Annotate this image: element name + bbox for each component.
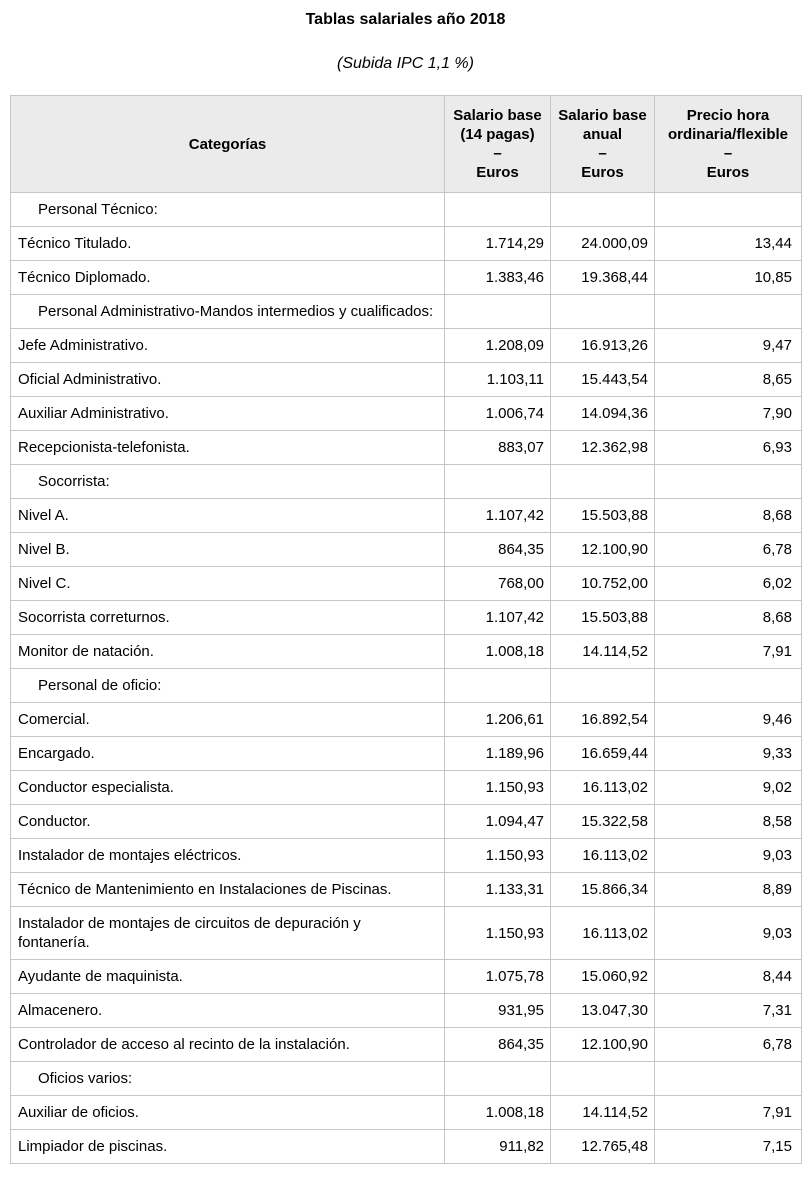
header-line: Euros: [706, 164, 750, 181]
salario-base-cell: 1.075,78: [445, 960, 551, 994]
table-body: [11, 193, 802, 1164]
salario-base-cell: [445, 1062, 551, 1096]
header-line: –: [598, 145, 607, 162]
salario-anual-cell: [551, 295, 655, 329]
section-row: [11, 1062, 802, 1096]
salario-anual-cell: 14.114,52: [551, 635, 655, 669]
table-row: [11, 499, 802, 533]
table-row: [11, 805, 802, 839]
column-header-precio-hora: [655, 96, 802, 193]
section-row: [11, 669, 802, 703]
salario-base-cell: 911,82: [445, 1130, 551, 1164]
precio-hora-cell: [655, 669, 802, 703]
salario-base-cell: 1.133,31: [445, 873, 551, 907]
salario-base-cell: 1.383,46: [445, 261, 551, 295]
salario-base-cell: [445, 193, 551, 227]
category-label: Conductor especialista.: [11, 771, 445, 805]
section-label: Personal Administrativo-Mandos intermedios y cualificados:: [11, 295, 445, 329]
category-label: Monitor de natación.: [11, 635, 445, 669]
salario-base-cell: [445, 669, 551, 703]
header-line: Precio hora: [686, 107, 770, 124]
salario-anual-cell: [551, 193, 655, 227]
precio-hora-cell: 9,03: [655, 907, 802, 960]
category-label: Limpiador de piscinas.: [11, 1130, 445, 1164]
category-label: Nivel C.: [11, 567, 445, 601]
table-row: [11, 601, 802, 635]
table-row: [11, 771, 802, 805]
category-label: Socorrista correturnos.: [11, 601, 445, 635]
salario-base-cell: 1.103,11: [445, 363, 551, 397]
salario-anual-cell: [551, 1062, 655, 1096]
category-label: Nivel A.: [11, 499, 445, 533]
table-row: [11, 635, 802, 669]
header-line: ordinaria/flexible: [667, 126, 789, 143]
table-row: [11, 960, 802, 994]
salario-anual-cell: 19.368,44: [551, 261, 655, 295]
salario-base-cell: 1.150,93: [445, 839, 551, 873]
table-row: [11, 363, 802, 397]
header-row: [11, 96, 802, 193]
salario-base-cell: 1.008,18: [445, 1096, 551, 1130]
precio-hora-cell: 6,78: [655, 1028, 802, 1062]
precio-hora-cell: 8,68: [655, 601, 802, 635]
salario-anual-cell: 12.100,90: [551, 1028, 655, 1062]
table-row: [11, 227, 802, 261]
salario-anual-cell: 14.094,36: [551, 397, 655, 431]
precio-hora-cell: 6,78: [655, 533, 802, 567]
salario-base-cell: 1.107,42: [445, 601, 551, 635]
salario-base-cell: 1.206,61: [445, 703, 551, 737]
salario-anual-cell: 10.752,00: [551, 567, 655, 601]
salario-anual-cell: [551, 465, 655, 499]
salario-anual-cell: 16.113,02: [551, 839, 655, 873]
table-row: [11, 533, 802, 567]
section-label: Personal de oficio:: [11, 669, 445, 703]
salario-anual-cell: 16.113,02: [551, 771, 655, 805]
precio-hora-cell: 7,91: [655, 635, 802, 669]
category-label: Encargado.: [11, 737, 445, 771]
page-title: Tablas salariales año 2018: [305, 11, 506, 28]
table-row: [11, 737, 802, 771]
salario-base-cell: [445, 465, 551, 499]
category-label: Oficial Administrativo.: [11, 363, 445, 397]
salario-base-cell: 1.150,93: [445, 907, 551, 960]
salario-base-cell: 1.189,96: [445, 737, 551, 771]
salario-base-cell: 1.208,09: [445, 329, 551, 363]
category-label: Conductor.: [11, 805, 445, 839]
precio-hora-cell: 8,68: [655, 499, 802, 533]
salario-anual-cell: 16.913,26: [551, 329, 655, 363]
precio-hora-cell: 6,02: [655, 567, 802, 601]
salario-anual-cell: 16.892,54: [551, 703, 655, 737]
salario-anual-cell: 15.503,88: [551, 601, 655, 635]
section-row: [11, 193, 802, 227]
salario-anual-cell: 12.362,98: [551, 431, 655, 465]
precio-hora-cell: 8,65: [655, 363, 802, 397]
category-label: Recepcionista-telefonista.: [11, 431, 445, 465]
salario-anual-cell: 16.113,02: [551, 907, 655, 960]
salario-anual-cell: 16.659,44: [551, 737, 655, 771]
salario-anual-cell: 15.866,34: [551, 873, 655, 907]
salario-anual-cell: 13.047,30: [551, 994, 655, 1028]
header-line: Salario base: [453, 107, 542, 124]
section-row: [11, 465, 802, 499]
category-label: Controlador de acceso al recinto de la instalación.: [11, 1028, 445, 1062]
salario-base-cell: 768,00: [445, 567, 551, 601]
salario-anual-cell: 12.100,90: [551, 533, 655, 567]
precio-hora-cell: 9,03: [655, 839, 802, 873]
precio-hora-cell: [655, 1062, 802, 1096]
table-header: [11, 96, 802, 193]
salario-anual-cell: [551, 669, 655, 703]
category-label: Almacenero.: [11, 994, 445, 1028]
table-row: [11, 1096, 802, 1130]
salario-base-cell: 931,95: [445, 994, 551, 1028]
salario-base-cell: 883,07: [445, 431, 551, 465]
section-row: [11, 295, 802, 329]
column-header-salario-base-anual: [551, 96, 655, 193]
table-row: [11, 1028, 802, 1062]
column-header-categorias: Categorías: [11, 96, 445, 193]
header-line: anual: [582, 126, 623, 143]
salario-base-cell: 1.006,74: [445, 397, 551, 431]
salario-base-cell: 1.008,18: [445, 635, 551, 669]
category-label: Nivel B.: [11, 533, 445, 567]
precio-hora-cell: 7,15: [655, 1130, 802, 1164]
salario-base-cell: 1.714,29: [445, 227, 551, 261]
salario-base-cell: 864,35: [445, 533, 551, 567]
table-row: [11, 839, 802, 873]
salario-anual-cell: 15.322,58: [551, 805, 655, 839]
precio-hora-cell: 8,44: [655, 960, 802, 994]
category-label: Técnico Titulado.: [11, 227, 445, 261]
salario-anual-cell: 12.765,48: [551, 1130, 655, 1164]
precio-hora-cell: 7,91: [655, 1096, 802, 1130]
precio-hora-cell: 7,90: [655, 397, 802, 431]
section-label: Personal Técnico:: [11, 193, 445, 227]
precio-hora-cell: 9,02: [655, 771, 802, 805]
salario-anual-cell: 15.060,92: [551, 960, 655, 994]
category-label: Auxiliar de oficios.: [11, 1096, 445, 1130]
table-row: [11, 567, 802, 601]
section-label: Socorrista:: [11, 465, 445, 499]
table-row: [11, 907, 802, 960]
precio-hora-cell: 9,33: [655, 737, 802, 771]
salario-anual-cell: 24.000,09: [551, 227, 655, 261]
header-line: (14 pagas): [460, 126, 535, 143]
category-label: Técnico de Mantenimiento en Instalaciones de Piscinas.: [11, 873, 445, 907]
precio-hora-cell: 8,89: [655, 873, 802, 907]
category-label: Instalador de montajes de circuitos de depuración y fontanería.: [11, 907, 445, 960]
salario-base-cell: 864,35: [445, 1028, 551, 1062]
category-label: Auxiliar Administrativo.: [11, 397, 445, 431]
category-label: Jefe Administrativo.: [11, 329, 445, 363]
table-row: [11, 1130, 802, 1164]
salary-table: [10, 95, 802, 1164]
category-label: Ayudante de maquinista.: [11, 960, 445, 994]
header-line: –: [723, 145, 733, 162]
table-row: [11, 873, 802, 907]
table-row: [11, 397, 802, 431]
salario-base-cell: 1.094,47: [445, 805, 551, 839]
precio-hora-cell: 10,85: [655, 261, 802, 295]
header-line: –: [493, 145, 502, 162]
header-line: Euros: [581, 164, 624, 181]
column-header-salario-base-14-pagas: [445, 96, 551, 193]
category-label: Instalador de montajes eléctricos.: [11, 839, 445, 873]
salario-anual-cell: 15.503,88: [551, 499, 655, 533]
category-label: Técnico Diplomado.: [11, 261, 445, 295]
precio-hora-cell: 9,46: [655, 703, 802, 737]
salario-base-cell: 1.107,42: [445, 499, 551, 533]
precio-hora-cell: 6,93: [655, 431, 802, 465]
salario-anual-cell: 14.114,52: [551, 1096, 655, 1130]
salario-base-cell: [445, 295, 551, 329]
table-row: [11, 994, 802, 1028]
salario-base-cell: 1.150,93: [445, 771, 551, 805]
table-row: [11, 329, 802, 363]
precio-hora-cell: 9,47: [655, 329, 802, 363]
precio-hora-cell: [655, 193, 802, 227]
table-row: [11, 261, 802, 295]
precio-hora-cell: 7,31: [655, 994, 802, 1028]
precio-hora-cell: [655, 465, 802, 499]
table-row: [11, 703, 802, 737]
precio-hora-cell: 8,58: [655, 805, 802, 839]
header-line: Euros: [476, 164, 519, 181]
table-row: [11, 431, 802, 465]
category-label: Comercial.: [11, 703, 445, 737]
precio-hora-cell: 13,44: [655, 227, 802, 261]
salario-anual-cell: 15.443,54: [551, 363, 655, 397]
precio-hora-cell: [655, 295, 802, 329]
header-line: Salario base: [558, 107, 647, 124]
page-subtitle: (Subida IPC 1,1 %): [337, 55, 474, 72]
section-label: Oficios varios:: [11, 1062, 445, 1096]
